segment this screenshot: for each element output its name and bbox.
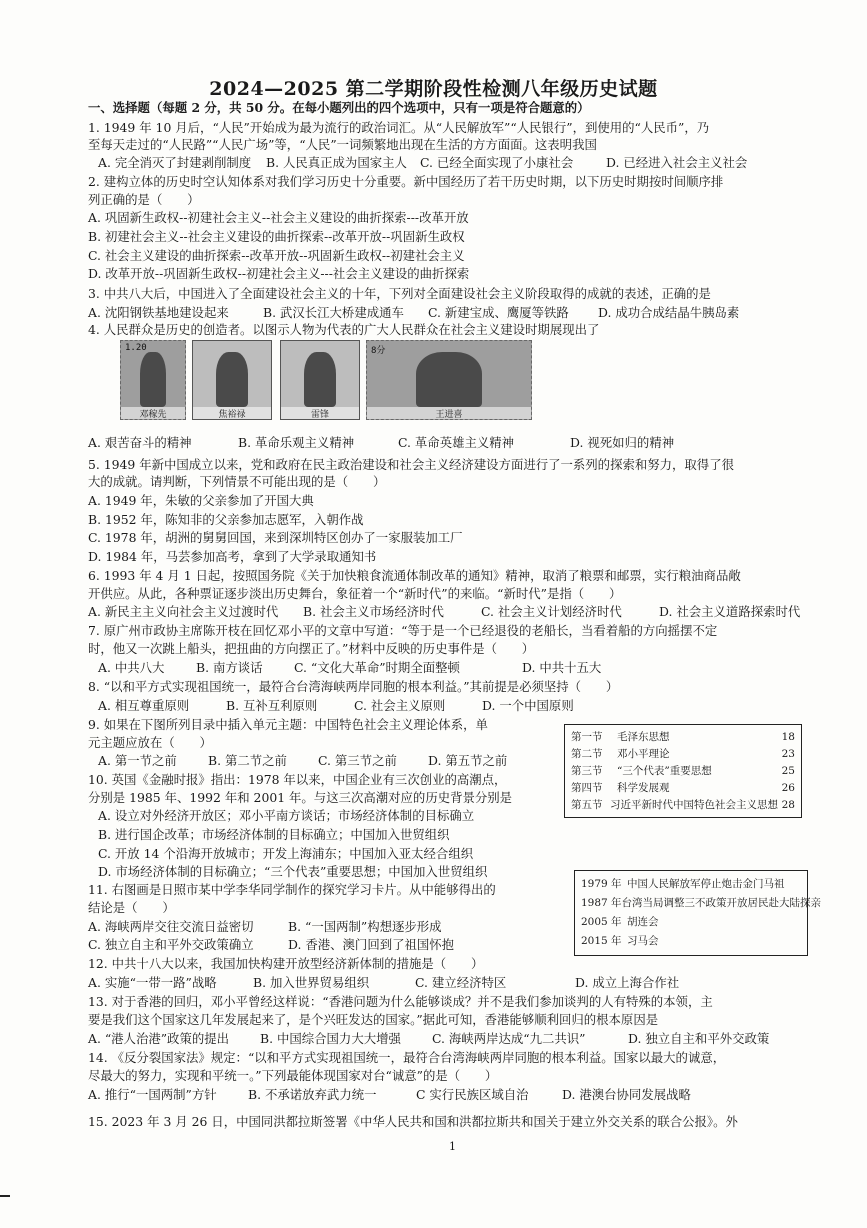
q14-line2: 尽最大的努力，实现和平统一。”下列最能体现国家对台“诚意”的是（ ） bbox=[88, 1068, 498, 1083]
toc-row: 第四节 科学发展观 26 bbox=[571, 782, 795, 794]
q5-option-c: C. 1978 年，胡洲的舅舅回国，来到深圳特区创办了一家服装加工厂 bbox=[88, 530, 463, 545]
toc-row: 第一节 毛泽东思想 18 bbox=[571, 731, 795, 743]
q8-option-d: D. 一个中国原则 bbox=[482, 698, 574, 713]
photo-caption-3: 雷锋 bbox=[281, 407, 359, 420]
q13-line2: 要是我们这个国家这几年发展起来了，是个兴旺发达的国家。”据此可知，香港能够顺利回归的根本原因是 bbox=[88, 1012, 659, 1027]
toc-row: 第五节 习近平新时代中国特色社会主义思想 28 bbox=[571, 799, 795, 811]
q1-option-c: C. 已经全面实现了小康社会 bbox=[420, 155, 574, 170]
card-row: 2015 年 习马会 bbox=[581, 935, 659, 947]
photo-2 bbox=[192, 340, 272, 420]
q2-line1: 2. 建构立体的历史时空认知体系对我们学习历史十分重要。新中国经历了若干历史时期，以下历史时期按时间顺序排 bbox=[88, 174, 724, 189]
q7-option-d: D. 中共十五大 bbox=[522, 660, 602, 675]
stamp-value-4: 8分 bbox=[371, 346, 386, 356]
q1-option-b: B. 人民真正成为国家主人 bbox=[266, 155, 407, 170]
q3-option-d: D. 成功合成结晶牛胰岛素 bbox=[598, 305, 740, 320]
q3-line1: 3. 中共八大后，中国进入了全面建设社会主义的十年，下列对全面建设社会主义阶段取得的成就的表述，正确的是 bbox=[88, 286, 711, 301]
q13-line1: 13. 对于香港的回归，邓小平曾经这样说：“香港问题为什么能够谈成？并不是我们参加谈判的人有特殊的本领，主 bbox=[88, 994, 713, 1009]
card-row: 1979 年 中国人民解放军停止炮击金门马祖 bbox=[581, 878, 785, 890]
q4-option-b: B. 革命乐观主义精神 bbox=[238, 435, 355, 450]
q8-line1: 8. “以和平方式实现祖国统一，最符合台湾海峡两岸同胞的根本利益。”其前提是必须坚持（ ） bbox=[88, 679, 619, 694]
stamp-photo-1 bbox=[120, 340, 186, 420]
q1-option-d: D. 已经进入社会主义社会 bbox=[606, 155, 748, 170]
q12-option-b: B. 加入世界贸易组织 bbox=[253, 975, 370, 990]
q13-option-b: B. 中国综合国力大大增强 bbox=[260, 1031, 401, 1046]
q11-option-a: A. 海峡两岸交往交流日益密切 bbox=[88, 919, 254, 934]
q4-option-d: D. 视死如归的精神 bbox=[570, 435, 675, 450]
q3-option-a: A. 沈阳钢铁基地建设起来 bbox=[88, 305, 229, 320]
q6-option-a: A. 新民主主义向社会主义过渡时代 bbox=[88, 604, 279, 619]
page-number: 1 bbox=[449, 1140, 456, 1153]
q1-line2: 至每天走过的“人民路”“人民广场”等，“人民”一词频繁地出现在生活的方方面面。这表明我国 bbox=[88, 137, 597, 152]
q14-option-d: D. 港澳台协同发展战略 bbox=[562, 1087, 691, 1102]
q11-options-ab bbox=[88, 919, 442, 935]
q11-option-b: B. “一国两制”构想逐步形成 bbox=[288, 919, 442, 934]
q14-line1: 14. 《反分裂国家法》规定：“以和平方式实现祖国统一，最符合台湾海峡两岸同胞的根本利益。国家以最大的诚意， bbox=[88, 1050, 726, 1065]
q9-option-b: B. 第二节之前 bbox=[208, 753, 287, 768]
q8-options bbox=[98, 698, 574, 714]
q13-option-a: A. “港人治港”政策的提出 bbox=[88, 1031, 230, 1046]
q12-option-d: D. 成立上海合作社 bbox=[575, 975, 680, 990]
q2-option-d: D. 改革开放--巩固新生政权--初建社会主义---社会主义建设的曲折探索 bbox=[88, 266, 470, 281]
q4-line1: 4. 人民群众是历史的创造者。以图示人物为代表的广大人民群众在社会主义建设时期展现出了 bbox=[88, 322, 600, 337]
q13-options bbox=[88, 1031, 769, 1047]
q3-option-b: B. 武汉长江大桥建成通车 bbox=[263, 305, 404, 320]
q6-options bbox=[88, 604, 800, 620]
q6-option-d: D. 社会主义道路探索时代 bbox=[659, 604, 801, 619]
section-heading: 一、选择题（每题 2 分，共 50 分。在每小题列出的四个选项中，只有一项是符合题意的） bbox=[88, 100, 590, 115]
q2-option-c: C. 社会主义建设的曲折探索--改革开放--巩固新生政权--初建社会主义 bbox=[88, 248, 465, 263]
q9-line1: 9. 如果在下图所列目录中插入单元主题：中国特色社会主义理论体系，单 bbox=[88, 717, 488, 732]
person-figure-icon bbox=[216, 352, 247, 407]
q14-option-a: A. 推行“一国两制”方针 bbox=[88, 1087, 217, 1102]
q6-option-c: C. 社会主义计划经济时代 bbox=[481, 604, 622, 619]
q5-option-a: A. 1949 年，朱敏的父亲参加了开国大典 bbox=[88, 493, 314, 508]
card-row: 2005 年 胡连会 bbox=[581, 916, 659, 928]
q12-option-a: A. 实施“一带一路”战略 bbox=[88, 975, 217, 990]
person-figure-icon bbox=[304, 352, 335, 407]
q1-options bbox=[98, 155, 747, 171]
table-of-contents bbox=[564, 724, 802, 818]
q7-option-a: A. 中共八大 bbox=[98, 660, 165, 675]
q9-line2: 元主题应放在（ ） bbox=[88, 735, 212, 750]
q7-options bbox=[98, 660, 601, 676]
q6-line1: 6. 1993 年 4 月 1 日起，按照国务院《关于加快粮食流通体制改革的通知》精神，取消了粮票和邮票，实行粮油商品敞 bbox=[88, 568, 741, 583]
q13-option-d: D. 独立自主和平外交政策 bbox=[628, 1031, 770, 1046]
q10-option-d: D. 市场经济体制的目标确立；“三个代表”重要思想；中国加入世贸组织 bbox=[98, 864, 488, 879]
q14-options bbox=[88, 1087, 691, 1103]
q14-option-b: B. 不承诺放弃武力统一 bbox=[248, 1087, 377, 1102]
scan-edge-mark bbox=[0, 1195, 10, 1197]
exam-title: 2024—2025 第二学期阶段性检测八年级历史试题 bbox=[209, 78, 658, 100]
card-row: 1987 年 台湾当局调整三不政策开放居民赴大陆探亲 bbox=[581, 897, 822, 909]
q15-line1: 15. 2023 年 3 月 26 日，中国同洪都拉斯签署《中华人民共和国和洪都拉斯共和国关于建立外交关系的联合公报》。外 bbox=[88, 1114, 738, 1129]
photo-caption-2: 焦裕禄 bbox=[193, 407, 271, 420]
q8-option-b: B. 互补互利原则 bbox=[226, 698, 318, 713]
q11-line2: 结论是（ ） bbox=[88, 900, 175, 915]
q4-option-c: C. 革命英雄主义精神 bbox=[398, 435, 515, 450]
q13-option-c: C. 海峡两岸达成“九二共识” bbox=[432, 1031, 586, 1046]
q5-line2: 大的成就。请判断，下列情景不可能出现的是（ ） bbox=[88, 474, 386, 489]
q10-option-c: C. 开放 14 个沿海开放城市；开发上海浦东；中国加入亚太经合组织 bbox=[98, 846, 474, 861]
toc-row: 第三节 “三个代表”重要思想 25 bbox=[571, 765, 795, 777]
q9-options bbox=[98, 753, 507, 769]
q10-line2: 分别是 1985 年、1992 年和 2001 年。与这三次高潮对应的历史背景分别是 bbox=[88, 790, 513, 805]
q5-option-d: D. 1984 年，马芸参加高考，拿到了大学录取通知书 bbox=[88, 549, 377, 564]
photo-3 bbox=[280, 340, 360, 420]
q2-option-b: B. 初建社会主义--社会主义建设的曲折探索--改革开放--巩固新生政权 bbox=[88, 229, 465, 244]
q7-option-c: C. “文化大革命”时期全面整顿 bbox=[294, 660, 460, 675]
q1-option-a: A. 完全消灭了封建剥削制度 bbox=[98, 155, 252, 170]
q10-line1: 10. 英国《金融时报》指出：1978 年以来，中国企业有三次创业的高潮点， bbox=[88, 772, 507, 787]
person-figure-icon bbox=[416, 352, 482, 407]
q10-option-a: A. 设立对外经济开放区；邓小平南方谈话；市场经济体制的目标确立 bbox=[98, 808, 475, 823]
q4-option-a: A. 艰苦奋斗的精神 bbox=[88, 435, 192, 450]
q7-line2: 时，他又一次跳上船头，把扭曲的方向摆正了。”材料中反映的历史事件是（ ） bbox=[88, 641, 535, 656]
q9-option-d: D. 第五节之前 bbox=[428, 753, 508, 768]
q11-option-c: C. 独立自主和平外交政策确立 bbox=[88, 937, 254, 952]
q5-line1: 5. 1949 年新中国成立以来，党和政府在民主政治建设和社会主义经济建设方面进行了一系列的探索和努力，取得了很 bbox=[88, 457, 734, 472]
photo-caption-1: 邓稼先 bbox=[121, 407, 185, 420]
q11-line1: 11. 右图画是日照市某中学李华同学制作的探究学习卡片。从中能够得出的 bbox=[88, 882, 496, 897]
q11-options-cd bbox=[88, 937, 454, 953]
q6-line2: 开供应。从此，各种票证逐步淡出历史舞台，象征着一个“新时代”的来临。“新时代”是指（ ） bbox=[88, 586, 622, 601]
q8-option-c: C. 社会主义原则 bbox=[354, 698, 446, 713]
q4-options bbox=[88, 435, 674, 451]
q3-options bbox=[88, 305, 739, 321]
q7-line1: 7. 原广州市政协主席陈开枝在回忆邓小平的文章中写道：“等于是一个已经退役的老船长，当看着船的方向摇摆不定 bbox=[88, 623, 718, 638]
q2-option-a: A. 巩固新生政权--初建社会主义--社会主义建设的曲折探索---改革开放 bbox=[88, 210, 469, 225]
q14-option-c: C 实行民族区域自治 bbox=[416, 1087, 529, 1102]
q9-option-c: C. 第三节之前 bbox=[318, 753, 397, 768]
person-figure-icon bbox=[140, 352, 166, 407]
study-card bbox=[574, 870, 822, 956]
q12-line1: 12. 中共十八大以来，我国加快构建开放型经济新体制的措施是（ ） bbox=[88, 956, 484, 971]
q12-options bbox=[88, 975, 679, 991]
q6-option-b: B. 社会主义市场经济时代 bbox=[303, 604, 444, 619]
q2-line2: 列正确的是（ ） bbox=[88, 192, 200, 207]
q11-option-d: D. 香港、澳门回到了祖国怀抱 bbox=[288, 937, 455, 952]
stamp-photo-4 bbox=[366, 340, 532, 420]
q3-option-c: C. 新建宝成、鹰厦等铁路 bbox=[428, 305, 569, 320]
q5-option-b: B. 1952 年，陈知非的父亲参加志愿军，入朝作战 bbox=[88, 512, 364, 527]
q9-option-a: A. 第一节之前 bbox=[98, 753, 177, 768]
q1-line1: 1. 1949 年 10 月后，“人民”开始成为最为流行的政治词汇。从“人民解放军”“人民银行”，到使用的“人民币”，乃 bbox=[88, 120, 710, 135]
photo-caption-4: 王进喜 bbox=[367, 407, 531, 420]
q12-option-c: C. 建立经济特区 bbox=[415, 975, 507, 990]
toc-row: 第二节 邓小平理论 23 bbox=[571, 748, 795, 760]
q10-option-b: B. 进行国企改革；市场经济体制的目标确立；中国加入世贸组织 bbox=[98, 827, 450, 842]
stamp-value-1: 1.20 bbox=[125, 343, 147, 353]
q8-option-a: A. 相互尊重原则 bbox=[98, 698, 190, 713]
q7-option-b: B. 南方谈话 bbox=[196, 660, 263, 675]
